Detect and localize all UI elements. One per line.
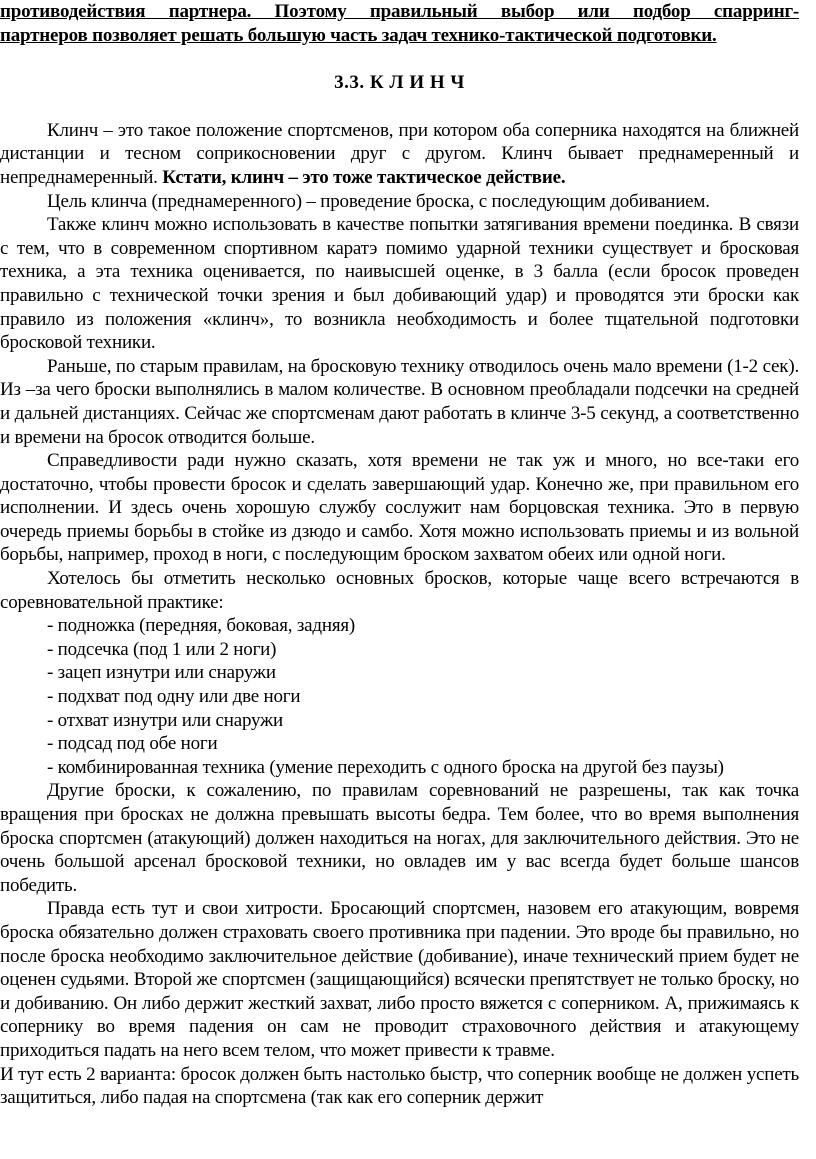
list-item: - подхват под одну или две ноги: [47, 686, 301, 708]
top-line-1: противодействия партнера. Поэтому правильный выбор или подбор спарринг-: [0, 1, 799, 22]
throws-list: [0, 614, 799, 779]
paragraph-5: Справедливости ради нужно сказать, хотя времени не так уж и много, но все-таки его достаточно, чтобы провести бросок и сделать завершающий удар. Конечно же, при правильном его исполнении. И здесь очень хорошую службу сослужит нам борцовская техника. Это в первую очередь приемы борьбы в стойке из дзюдо и самбо. Хотя можно использовать приемы и из вольной борьбы, например, проход в ноги, с последующим броском захватом обеих или одной ноги.: [0, 450, 799, 566]
paragraph-1-text: Клинч – это такое положение спортсменов, при котором оба соперника находятся на ближней дистанции и тесном соприкосновении друг с другом. Клинч бывает преднамеренный и непреднамеренный.: [0, 119, 799, 188]
list-item: - подножка (передняя, боковая, задняя): [47, 615, 356, 637]
list-item: - комбинированная техника (умение переходить с одного броска на другой без паузы): [47, 756, 724, 778]
list-item: - отхват изнутри или снаружи: [47, 709, 283, 731]
list-item: - подсечка (под 1 или 2 ноги): [47, 638, 277, 660]
paragraph-2: Цель клинча (преднамеренного) – проведение броска, с последующим добиванием.: [47, 190, 710, 212]
paragraph-3: Также клинч можно использовать в качестве попытки затягивания времени поединка. В связи с тем, что в современном спортивном каратэ помимо ударной техники существует и бросковая техника, а эта техника оценивается, по наивысшей оценке, в 3 балла (если бросок проведен правильно с технической точки зрения и был добивающий удар) и проводятся эти броски как правило из положения «клинч», то возникла необходимость и более тщательной подготовки бросковой техники.: [0, 214, 799, 354]
list-item: - зацеп изнутри или снаружи: [47, 662, 276, 684]
paragraph-9: И тут есть 2 варианта: бросок должен быть настолько быстр, что соперник вообще не должен успеть защититься, либо падая на спортсмена (так как его соперник держит: [0, 1063, 799, 1109]
paragraph-8: Правда есть тут и свои хитрости. Бросающий спортсмен, назовем его атакующим, вовремя броска обязательно должен страховать своего противника при падении. Это вроде бы правильно, но после броска необходимо заключительное действие (добивание), иначе технический прием будет не оценен судьями. Второй же спортсмен (защищающийся) всячески препятствует не только броску, но и добиванию. Он либо держит жесткий захват, либо просто вяжется с соперником. А, прижимаясь к сопернику во время падения он сам не проводит страховочного действия и атакующему приходиться падать на него всем телом, что может привести к травме.: [0, 898, 799, 1061]
paragraph-4: Раньше, по старым правилам, на бросковую технику отводилось очень мало времени (1-2 сек). Из –за чего броски выполнялись в малом количестве. В основном преобладали подсечки на средней и дальней дистанциях. Сейчас же спортсменам дают работать в клинче 3-5 секунд, а соответственно и времени на бросок отводится больше.: [0, 355, 799, 448]
paragraph-6: Хотелось бы отметить несколько основных бросков, которые чаще всего встречаются в соревновательной практике:: [0, 568, 799, 613]
list-item: - подсад под обе ноги: [47, 733, 218, 755]
section-heading: 3.3. К Л И Н Ч: [334, 72, 465, 94]
paragraph-1: [0, 119, 799, 190]
top-line-2: партнеров позволяет решать большую часть задач технико-тактической подготовки.: [0, 24, 717, 46]
paragraph-7: Другие броски, к сожалению, по правилам соревнований не разрешены, так как точка вращения при бросках не должна превышать высоты бедра. Тем более, что во время выполнения броска спортсмен (атакующий) должен находиться на ногах, для заключительного действия. Это не очень большой арсенал бросковой техники, но овладев им у вас всегда будет больше шансов победить.: [0, 780, 799, 896]
paragraph-1-bold: Кстати, клинч – это тоже тактическое действие.: [157, 166, 566, 188]
